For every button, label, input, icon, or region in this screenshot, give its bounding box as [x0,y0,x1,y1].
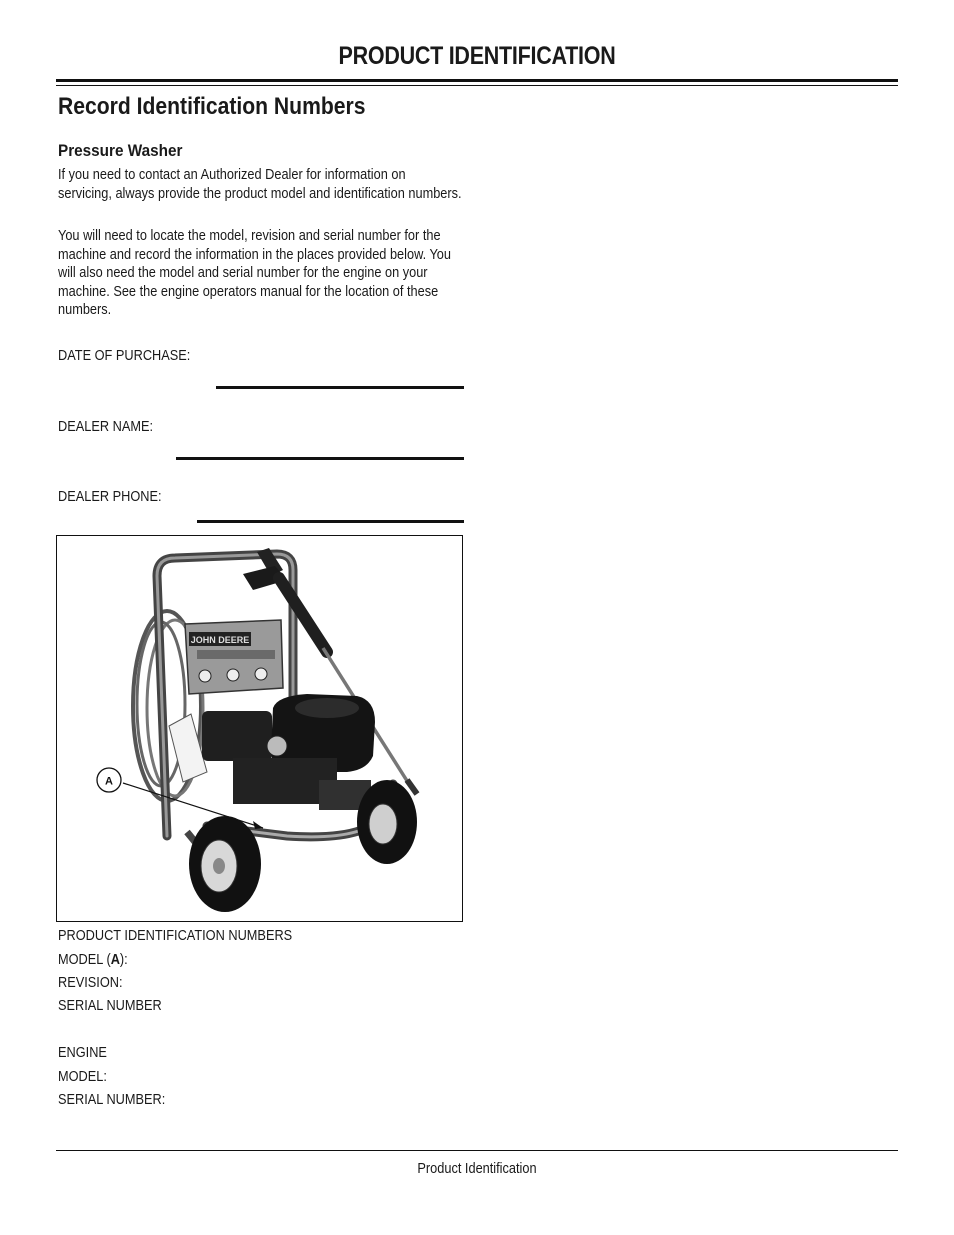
engine-heading: ENGINE [58,1045,107,1061]
instructions-paragraph: You will need to locate the model, revision and serial number for the machine and record the information in the places provided below. You will also need the model and serial number for the engine on your machine. See the engine operators manual for the location of these numbers. [58,228,451,319]
subsection-title: Pressure Washer [58,141,183,160]
intro-paragraph: If you need to contact an Authorized Dealer for information on servicing, always provide the product model and identification numbers. [58,167,462,202]
footer-rule [56,1150,898,1151]
engine-serial-number-line: SERIAL NUMBER: [58,1092,166,1108]
model-suffix: ): [119,952,128,968]
model-prefix: MODEL ( [58,952,111,968]
header-rule-thin [56,85,898,86]
engine-model-line: MODEL: [58,1069,107,1085]
dealer-name-label: DEALER NAME: [58,419,154,435]
footer-text: Product Identification [417,1161,537,1177]
dealer-phone-label: DEALER PHONE: [58,489,162,505]
date-of-purchase-line[interactable] [216,386,464,389]
pressure-washer-illustration [57,536,462,921]
page-title: PRODUCT IDENTIFICATION [338,42,616,70]
date-of-purchase-label: DATE OF PURCHASE: [58,348,191,364]
dealer-name-line[interactable] [176,457,464,460]
dealer-phone-line[interactable] [197,520,464,523]
section-title: Record Identification Numbers [58,93,366,120]
callout-a-label: A [105,775,113,788]
header-rule-thick [56,79,898,82]
product-identification-heading: PRODUCT IDENTIFICATION NUMBERS [58,928,293,944]
serial-number-line: SERIAL NUMBER [58,998,162,1014]
model-line [58,952,128,968]
pressure-washer-figure [56,535,463,922]
model-ref: A [110,952,120,968]
revision-line: REVISION: [58,975,123,991]
brand-label: JOHN DEERE [190,635,250,645]
